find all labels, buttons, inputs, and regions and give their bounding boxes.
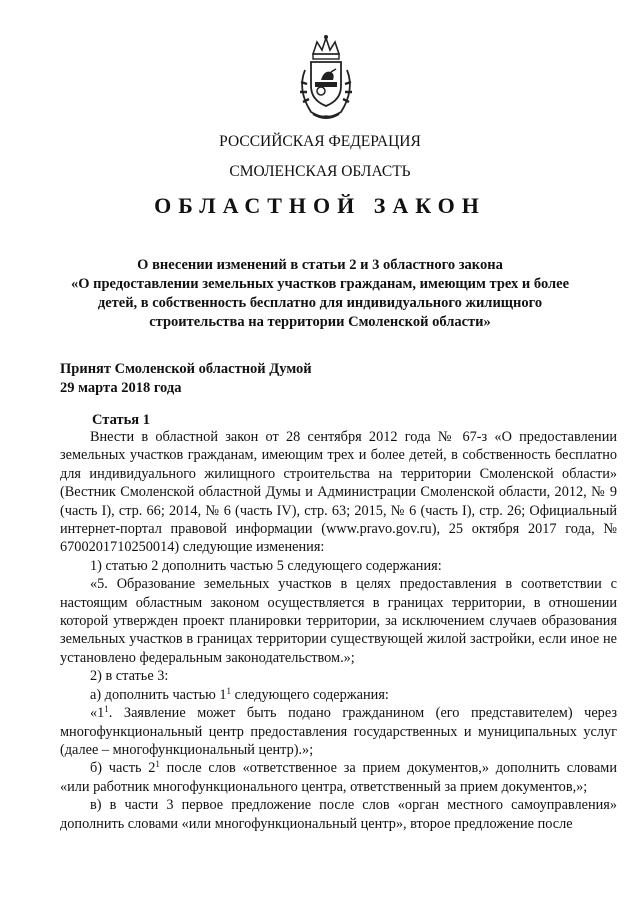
- text: «1: [90, 705, 105, 722]
- document-kind: ОБЛАСТНОЙ ЗАКОН: [154, 193, 486, 218]
- country-name: РОССИЙСКАЯ ФЕДЕРАЦИЯ: [219, 133, 421, 150]
- adoption-date: 29 марта 2018 года: [60, 380, 182, 396]
- text: а) дополнить частью 1: [90, 686, 227, 703]
- text: б) часть 2: [90, 760, 156, 777]
- paragraph: «5. Образование земельных участков в целях предоставления в соответствии с настоящим областным законом осуществляется в границах территории, в отношении которой утвержден проект планировки территории, за исключением случаев образования земельных участков в границах территории существующей жилой застройки, если иное не установлено федеральным законодательством.»;: [60, 576, 617, 666]
- paragraph: в) в части 3 первое предложение после слов «орган местного самоуправления» дополнить словами «или многофункциональный центр», второе предложение после: [60, 797, 617, 832]
- superscript: 1: [104, 704, 109, 715]
- article-heading: Статья 1: [92, 412, 150, 428]
- paragraph: [60, 759, 617, 796]
- article-body: [60, 428, 617, 833]
- law-title: [0, 256, 640, 332]
- paragraph: 2) в статье 3:: [90, 668, 169, 685]
- coat-of-arms-icon: [291, 34, 361, 122]
- text: следующего содержания:: [231, 686, 389, 703]
- law-title-line: «О предоставлении земельных участков гражданам, имеющим трех и более: [70, 276, 570, 292]
- paragraph: Внести в областной закон от 28 сентября 2012 года № 67-з «О предоставлении земельных участков гражданам, имеющим трех и более детей, в собственность бесплатно для индивидуального жилищного строительства на территории Смоленской области» (Вестник Смоленской областной Думы и Администрации Смоленской области, 2012, № 9 (часть I), стр. 66; 2014, № 6 (часть IV), стр. 63; 2015, № 6 (часть I), стр. 26; Официальный интернет-портал правовой информации (www.pravo.gov.ru), 25 октября 2017 года, № 6700201710250014) следующие изменения:: [60, 429, 617, 556]
- law-title-line: строительства на территории Смоленской области»: [149, 314, 491, 330]
- adoption-info: [60, 360, 312, 398]
- paragraph: [60, 686, 617, 704]
- adopted-by: Принят Смоленской областной Думой: [60, 361, 312, 377]
- law-title-line: О внесении изменений в статьи 2 и 3 областного закона: [137, 257, 503, 273]
- text: . Заявление может быть подано гражданином (его представителем) через многофункциональный центр предоставления государственных и муниципальных услуг (далее – многофункциональный центр).»;: [60, 705, 617, 758]
- paragraph: [60, 704, 617, 759]
- region-name: СМОЛЕНСКАЯ ОБЛАСТЬ: [229, 163, 411, 180]
- text: после слов «ответственное за прием документов,» дополнить словами «или работник многофункционального центра, ответственный за прием документов,»;: [60, 760, 617, 795]
- superscript: 1: [226, 685, 232, 696]
- paragraph: 1) статью 2 дополнить частью 5 следующего содержания:: [90, 557, 442, 574]
- law-title-line: детей, в собственность бесплатно для индивидуального жилищного: [97, 295, 543, 311]
- superscript: 1: [155, 759, 160, 770]
